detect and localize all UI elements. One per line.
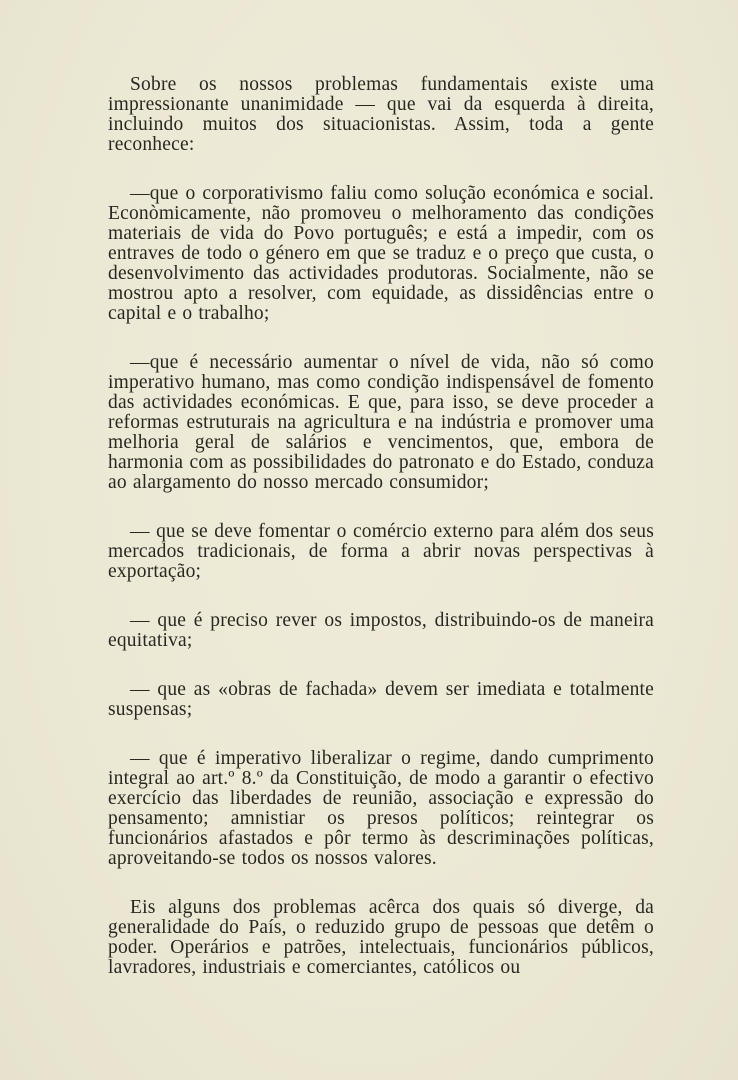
paragraph-nivel-de-vida: —que é necessário aumentar o nível de vida, não só como imperativo humano, mas como condição indispensável de fomento das actividades económicas. E que, para isso, se deve proceder a reformas estruturais na agricultura e na indústria e promover uma melhoria geral de salários e vencimentos, que, embora de harmonia com as possibilidades do patronato e do Estado, conduza ao alargamento do nosso mercado consumidor; xyxy=(108,352,654,493)
paragraph-obras-de-fachada: — que as «obras de fachada» devem ser imediata e totalmente suspensas; xyxy=(108,679,654,720)
paragraph-comercio-externo: — que se deve fomentar o comércio externo para além dos seus mercados tradicionais, de forma a abrir novas perspectivas à exportação; xyxy=(108,521,654,582)
paragraph-liberalizar-regime: — que é imperativo liberalizar o regime, dando cumprimento integral ao art.º 8.º da Constituição, de modo a garantir o efectivo exercício das liberdades de reunião, associação e expressão do pensamento; amnistiar os presos políticos; reintegrar os funcionários afastados e pôr termo às descriminações políticas, aproveitando-se todos os nossos valores. xyxy=(108,748,654,869)
paragraph-impostos: — que é preciso rever os impostos, distribuindo-os de maneira equitativa; xyxy=(108,610,654,651)
paragraph-intro: Sobre os nossos problemas fundamentais existe uma impressionante unanimidade — que vai da esquerda à direita, incluindo muitos dos situacionistas. Assim, toda a gente reconhece: xyxy=(108,74,654,155)
paragraph-corporativismo: —que o corporativismo faliu como solução económica e social. Econòmicamente, não promoveu o melhoramento das condições materiais de vida do Povo português; e está a impedir, com os entraves de todo o género em que se traduz e o preço que custa, o desenvolvimento das actividades produtoras. Socialmente, não se mostrou apto a resolver, com equidade, as dissidências entre o capital e o trabalho; xyxy=(108,183,654,324)
paragraph-conclusao: Eis alguns dos problemas acêrca dos quais só diverge, da generalidade do País, o reduzido grupo de pessoas que detêm o poder. Operários e patrões, intelectuais, funcionários públicos, lavradores, industriais e comerciantes, católicos ou xyxy=(108,897,654,978)
